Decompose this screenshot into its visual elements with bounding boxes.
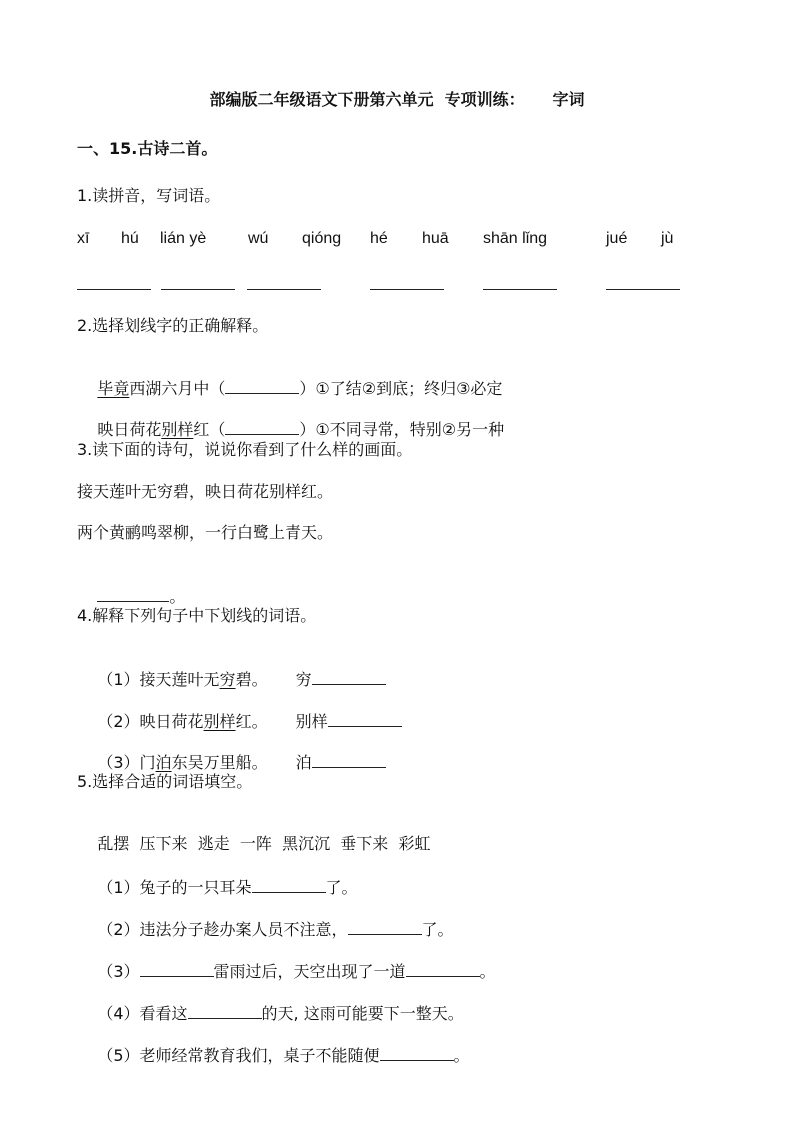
page-title: 部编版二年级语文下册第六单元 专项训练： 字词 bbox=[209, 90, 585, 109]
sentence-text: 了。 bbox=[421, 920, 454, 939]
poem-line-2: 两个黄鹂鸣翠柳，一行白鹭上青天。 bbox=[77, 523, 334, 542]
pinyin-10: jù bbox=[661, 230, 674, 247]
sentence-text: 违法分子趁办案人员不注意， bbox=[139, 920, 348, 939]
options-text: ）①了结②到底；终归③必定 bbox=[299, 379, 503, 398]
sentence-text: 雷雨过后，天空出现了一道 bbox=[213, 962, 406, 981]
poem-line-1: 接天莲叶无穷碧，映日荷花别样红。 bbox=[77, 482, 334, 501]
item-number: （3） bbox=[97, 753, 140, 772]
answer-blank[interactable] bbox=[312, 751, 386, 768]
sentence-text: 碧。 bbox=[235, 670, 268, 689]
pinyin-5: qióng bbox=[302, 230, 342, 247]
sentence-text: 红。 bbox=[235, 712, 268, 731]
sentence-text: 东吴万里船。 bbox=[171, 753, 268, 772]
sentence-text: 的天, 这雨可能要下一整天。 bbox=[261, 1004, 464, 1023]
q4-prompt: 4.解释下列句子中下划线的词语。 bbox=[77, 606, 317, 625]
underlined-word: 泊 bbox=[155, 753, 172, 772]
item-number: （2） bbox=[97, 712, 140, 731]
answer-blank[interactable] bbox=[406, 960, 480, 977]
poem-text: 西湖六月中（ bbox=[129, 379, 226, 398]
target-word: 泊 bbox=[295, 753, 312, 772]
options-text: ）①不同寻常，特别②另一种 bbox=[299, 420, 505, 439]
answer-blank[interactable] bbox=[380, 1044, 454, 1061]
answer-blank[interactable] bbox=[370, 289, 444, 290]
word-option: 垂下来 bbox=[340, 834, 389, 853]
poem-text: 红（ bbox=[193, 420, 226, 439]
sentence-text: 。 bbox=[453, 1046, 470, 1065]
answer-blank[interactable] bbox=[77, 289, 151, 290]
item-number: （1） bbox=[97, 878, 140, 897]
q5-item-5 bbox=[77, 1024, 470, 1086]
answer-blank[interactable] bbox=[97, 585, 169, 602]
q5-prompt: 5.选择合适的词语填空。 bbox=[77, 772, 253, 791]
answer-blank[interactable] bbox=[606, 289, 680, 290]
sentence-text: 兔子的一只耳朵 bbox=[139, 878, 252, 897]
answer-blank[interactable] bbox=[483, 289, 557, 290]
answer-blank[interactable] bbox=[188, 1002, 262, 1019]
answer-blank[interactable] bbox=[225, 377, 299, 394]
pinyin-3: lián yè bbox=[160, 230, 207, 247]
answer-blank[interactable] bbox=[252, 876, 326, 893]
item-number: （4） bbox=[97, 1004, 140, 1023]
poem-text: 映日荷花 bbox=[97, 420, 162, 439]
pinyin-9: jué bbox=[606, 230, 628, 247]
sentence-text: 了。 bbox=[325, 878, 358, 897]
underlined-word: 毕竟 bbox=[97, 379, 130, 398]
word-option: 黑沉沉 bbox=[282, 834, 331, 853]
word-option: 逃走 bbox=[197, 834, 230, 853]
pinyin-4: wú bbox=[248, 230, 269, 247]
answer-blank[interactable] bbox=[161, 289, 235, 290]
answer-blank[interactable] bbox=[312, 668, 386, 685]
pinyin-1: xī bbox=[77, 230, 90, 247]
answer-blank[interactable] bbox=[328, 710, 402, 727]
target-word: 别样 bbox=[295, 712, 328, 731]
answer-blank[interactable] bbox=[247, 289, 321, 290]
target-word: 穷 bbox=[295, 670, 312, 689]
item-number: （1） bbox=[97, 670, 140, 689]
word-option: 压下来 bbox=[139, 834, 188, 853]
q2-prompt: 2.选择划线字的正确解释。 bbox=[77, 316, 269, 335]
answer-blank[interactable] bbox=[140, 960, 214, 977]
pinyin-8: shān lǐng bbox=[483, 230, 548, 247]
answer-blank[interactable] bbox=[225, 418, 299, 435]
sentence-text: 。 bbox=[479, 962, 496, 981]
section-heading: 一、15.古诗二首。 bbox=[77, 139, 218, 158]
sentence-text: 映日荷花 bbox=[139, 712, 204, 731]
word-option: 彩虹 bbox=[398, 834, 431, 853]
pinyin-7: huā bbox=[422, 230, 449, 247]
pinyin-2: hú bbox=[121, 230, 139, 247]
sentence-text: 看看这 bbox=[139, 1004, 188, 1023]
q3-prompt: 3.读下面的诗句，说说你看到了什么样的画面。 bbox=[77, 440, 413, 459]
item-number: （5） bbox=[97, 1046, 140, 1065]
sentence-text: 门 bbox=[139, 753, 156, 772]
pinyin-6: hé bbox=[370, 230, 388, 247]
q1-prompt: 1.读拼音，写词语。 bbox=[77, 186, 221, 205]
word-option: 乱摆 bbox=[97, 834, 130, 853]
word-option: 一阵 bbox=[239, 834, 272, 853]
underlined-word: 别样 bbox=[203, 712, 236, 731]
item-number: （2） bbox=[97, 920, 140, 939]
period: 。 bbox=[169, 587, 186, 606]
underlined-word: 别样 bbox=[161, 420, 194, 439]
item-number: （3） bbox=[97, 962, 140, 981]
sentence-text: 老师经常教育我们，桌子不能随便 bbox=[139, 1046, 380, 1065]
underlined-word: 穷 bbox=[219, 670, 236, 689]
answer-blank[interactable] bbox=[348, 918, 422, 935]
sentence-text: 接天莲叶无 bbox=[139, 670, 220, 689]
